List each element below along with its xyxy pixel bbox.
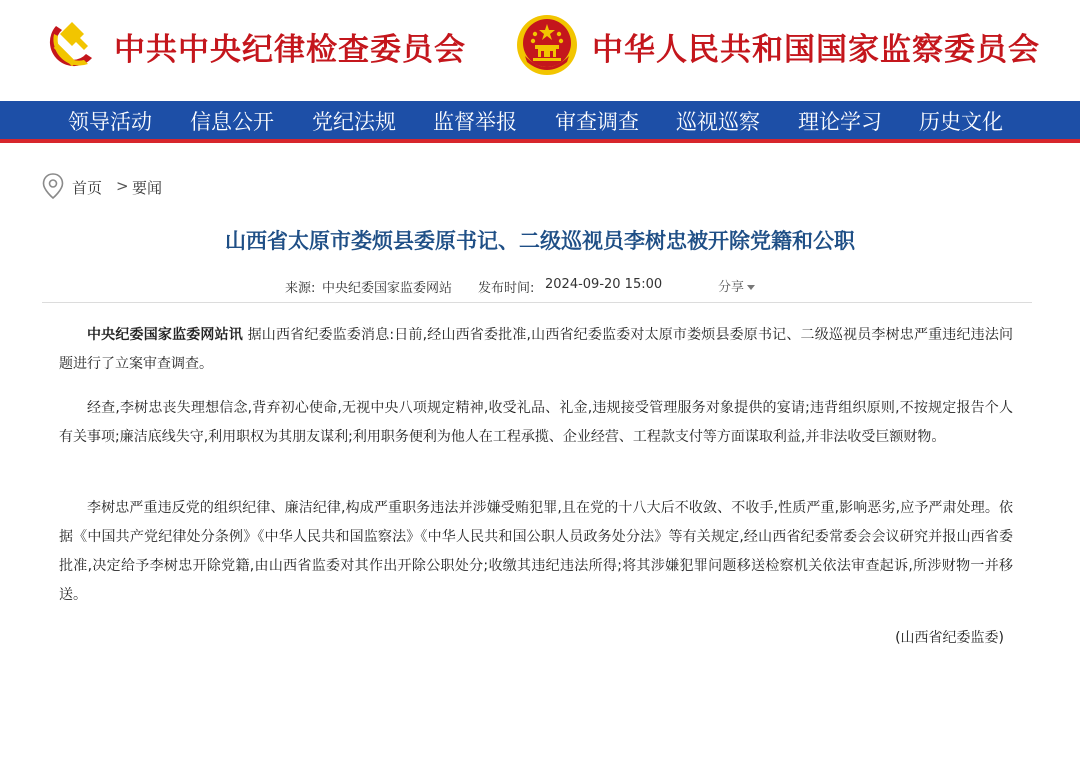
share-label: 分享 (718, 280, 745, 295)
nav-item-inspection[interactable]: 巡视巡察 (676, 110, 760, 134)
nav-item-history[interactable]: 历史文化 (919, 110, 1003, 134)
nav-item-supervision-report[interactable]: 监督举报 (433, 110, 517, 134)
breadcrumb-current-link[interactable]: 要闻 (132, 179, 163, 197)
divider (42, 302, 1032, 303)
ccdi-site-name[interactable]: 中共中央纪律检查委员会 (114, 32, 466, 68)
nav-item-leadership[interactable]: 领导活动 (68, 110, 152, 134)
location-pin-icon (42, 173, 64, 199)
nav-item-info-disclosure[interactable]: 信息公开 (190, 110, 274, 134)
site-header (0, 0, 1080, 101)
article-paragraph-3: 李树忠严重违反党的组织纪律、廉洁纪律,构成严重职务违法并涉嫌受贿犯罪,且在党的十八大后不收敛、不收手,性质严重,影响恶劣,应予严肃处理。依据《中国共产党纪律处分条例》《中华人民共和国监察法》《中华人民共和国公职人员政务处分法》等有关规定,经山西省纪委常委会会议研究并报山西省委批准,决定给予李树忠开除党籍,由山西省监委对其作出开除公职处分;收缴其违纪违法所得;将其涉嫌犯罪问题移送检察机关依法审查起诉,所涉财物一并移送。 (59, 500, 1013, 603)
nsc-site-name[interactable]: 中华人民共和国国家监察委员会 (592, 32, 1040, 68)
paragraph-1-text: 据山西省纪委监委消息:日前,经山西省委批准,山西省纪委监委对太原市娄烦县委原书记、二级巡视员李树忠严重违纪违法问题进行了立案审查调查。 (59, 327, 1014, 372)
chevron-down-icon (747, 285, 755, 290)
lead-source: 中央纪委国家监委网站讯 (87, 327, 243, 343)
breadcrumb-separator: > (116, 177, 129, 195)
article-paragraph-2: 经查,李树忠丧失理想信念,背弃初心使命,无视中央八项规定精神,收受礼品、礼金,违规接受管理服务对象提供的宴请;违背组织原则,不按规定报告个人有关事项;廉洁底线失守,利用职权为其朋友谋利;利用职务便利为他人在工程承揽、企业经营、工程款支付等方面谋取利益,并非法收受巨额财物。 (59, 400, 1013, 445)
publish-date: 2024-09-20 15:00 (545, 277, 663, 292)
date-label: 发布时间: (478, 281, 535, 296)
article-title: 山西省太原市娄烦县委原书记、二级巡视员李树忠被开除党籍和公职 (225, 229, 855, 253)
national-emblem-icon[interactable] (515, 12, 579, 78)
source-value: 中央纪委国家监委网站 (322, 281, 453, 296)
source-label: 来源: (285, 281, 316, 296)
main-nav (0, 101, 1080, 143)
nav-item-investigation[interactable]: 审查调查 (555, 110, 639, 134)
party-emblem-icon[interactable] (42, 14, 104, 76)
nav-item-regulations[interactable]: 党纪法规 (312, 110, 396, 134)
article-paragraph-1 (59, 321, 1013, 379)
breadcrumb-home-link[interactable]: 首页 (72, 179, 103, 197)
article-source-note: (山西省纪委监委) (895, 630, 1004, 646)
nav-item-theory[interactable]: 理论学习 (798, 110, 882, 134)
share-button[interactable] (718, 276, 755, 295)
